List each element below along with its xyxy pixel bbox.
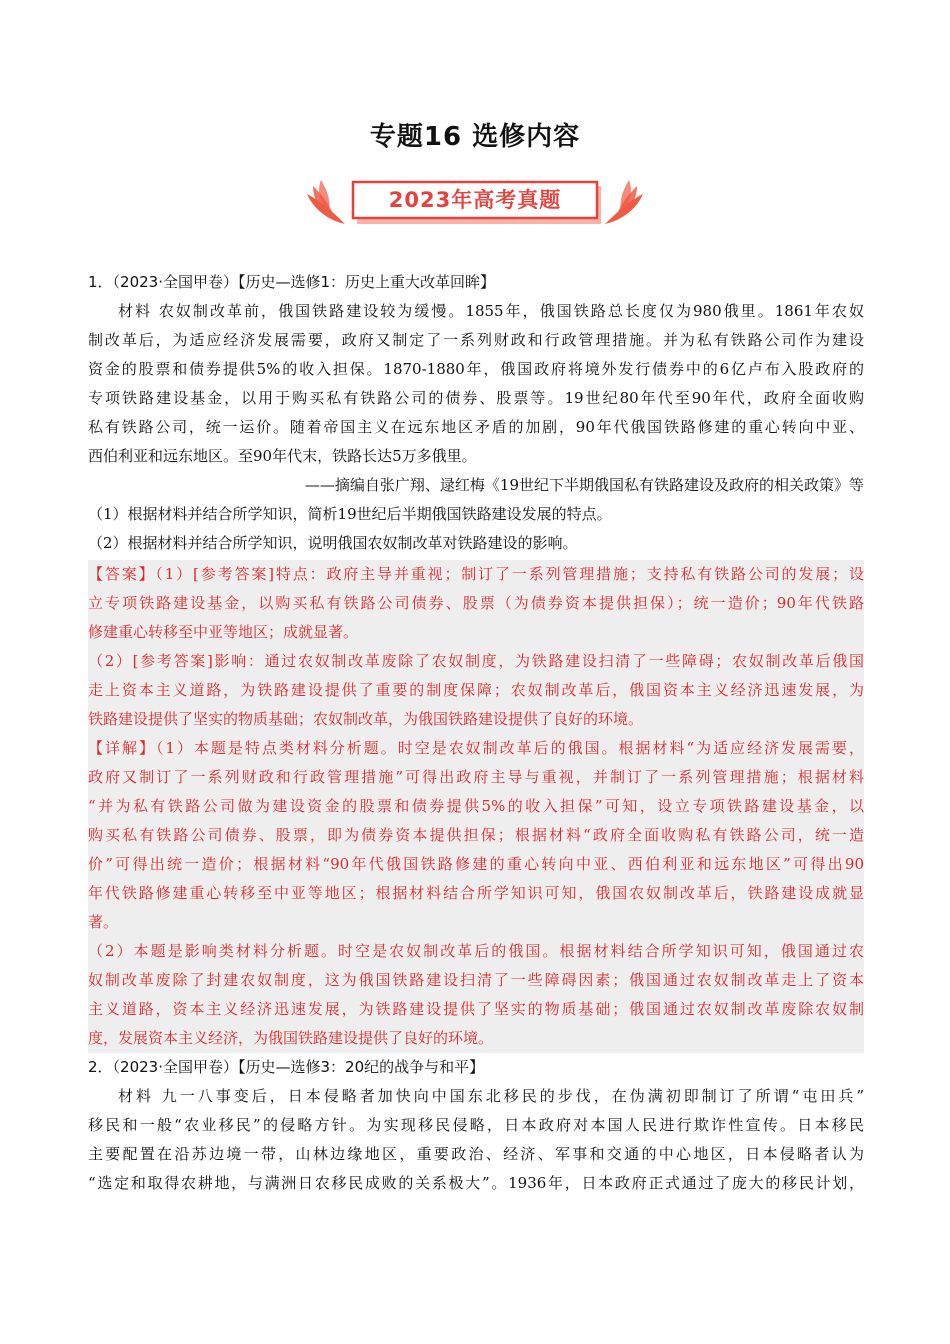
explanation-line: 年代铁路修建重心转移至中亚等地区；根据材料结合所学知识可知，俄国农奴制改革后，铁路建设成就显 bbox=[88, 884, 864, 902]
explanation-line: 【详解】（1）本题是特点类材料分析题。时空是农奴制改革后的俄国。根据材料“为适应经济发展需要， bbox=[88, 739, 864, 757]
explanation-line: 政府又制订了一系列财政和行政管理措施”可得出政府主导与重视，并制订了一系列管理措施；根据材料 bbox=[88, 768, 864, 786]
explanation-line: 购买私有铁路公司债券、股票，即为债券资本提供担保；根据材料“政府全面收购私有铁路公司，统一造 bbox=[88, 826, 864, 844]
document-body bbox=[88, 268, 864, 1198]
q1-source: ——摘编自张广翔、逯红梅《19世纪下半期俄国私有铁路建设及政府的相关政策》等 bbox=[304, 476, 864, 494]
explanation-line: 著。 bbox=[88, 913, 119, 931]
q1-subquestion: （2）根据材料并结合所学知识，说明俄国农奴制改革对铁路建设的影响。 bbox=[88, 534, 578, 552]
answer-line: 立专项铁路建设基金，以购买私有铁路公司债券、股票（为债券资本提供担保）；统一造价；90年代铁路 bbox=[88, 594, 864, 612]
answer-line: 铁路建设提供了坚实的物质基础；农奴制改革，为俄国铁路建设提供了良好的环境。 bbox=[88, 710, 644, 728]
explanation-line: 奴制改革废除了封建农奴制度，这为俄国铁路建设扫清了一些障碍因素；俄国通过农奴制改革走上了资本 bbox=[88, 971, 864, 989]
explanation-line: 价”可得出统一造价；根据材料“90年代俄国铁路修建的重心转向中亚、西伯利亚和远东地区”可得出90 bbox=[88, 855, 864, 873]
q1-material-line: 西伯利亚和远东地区。至90年代末，铁路长达5万多俄里。 bbox=[88, 447, 477, 465]
answer-line: （2）[参考答案]影响：通过农奴制改革废除了农奴制度，为铁路建设扫清了一些障碍；农奴制改革后俄国 bbox=[88, 652, 864, 670]
answer-line: 修建重心转移至中亚等地区；成就显著。 bbox=[88, 623, 359, 641]
page-title: 专题16 选修内容 bbox=[369, 122, 581, 152]
q1-answer-block bbox=[88, 560, 864, 1053]
explanation-line: 度，发展资本主义经济，为俄国铁路建设提供了良好的环境。 bbox=[88, 1029, 494, 1047]
q1-subquestion: （1）根据材料并结合所学知识，简析19世纪后半期俄国铁路建设发展的特点。 bbox=[88, 505, 612, 523]
explanation-line: “并为私有铁路公司做为建设资金的股票和债券提供5%的收入担保”可知，设立专项铁路建设基金，以 bbox=[88, 797, 864, 815]
explanation-line: 主义道路，资本主义经济迅速发展，为铁路建设提供了坚实的物质基础；俄国通过农奴制改革废除农奴制 bbox=[88, 1000, 864, 1018]
q1-material-line: 资金的股票和债券提供5%的收入担保。1870-1880年，俄国政府将境外发行债券中的6亿卢布入股政府的 bbox=[88, 360, 864, 378]
q2-material-line: 移民和一般“农业移民”的侵略方针。为实现移民侵略，日本政府对本国人民进行欺诈性宣传。日本移民 bbox=[88, 1116, 864, 1134]
year-banner bbox=[305, 176, 645, 230]
q2-material-line: 主要配置在沿苏边境一带，山林边缘地区，重要政治、经济、军事和交通的中心地区，日本侵略者认为 bbox=[88, 1145, 864, 1163]
q1-material-line: 制改革后，为适应经济发展需要，政府又制定了一系列财政和行政管理措施。并为私有铁路公司作为建设 bbox=[88, 331, 864, 349]
question-2-header: 2．（2023·全国甲卷）【历史—选修3：20纪的战争与和平】 bbox=[88, 1058, 485, 1076]
q2-material-line: “选定和取得农耕地，与满洲日农移民成败的关系极大”。1936年，日本政府正式通过了庞大的移民计划， bbox=[88, 1174, 864, 1192]
explanation-line: （2）本题是影响类材料分析题。时空是农奴制改革后的俄国。根据材料结合所学知识可知，俄国通过农 bbox=[88, 942, 864, 960]
q1-material-line: 专项铁路建设基金，以用于购买私有铁路公司的债券、股票等。19世纪80年代至90年代，政府全面收购 bbox=[88, 389, 864, 407]
banner-label: 2023年高考真题 bbox=[388, 188, 562, 212]
q1-material-line: 私有铁路公司，统一运价。随着帝国主义在远东地区矛盾的加剧，90年代俄国铁路修建的重心转向中亚、 bbox=[88, 418, 864, 436]
answer-line: 【答案】（1）[参考答案]特点：政府主导并重视；制订了一系列管理措施；支持私有铁路公司的发展；设 bbox=[88, 565, 864, 583]
q1-material-line: 材料 农奴制改革前，俄国铁路建设较为缓慢。1855年，俄国铁路总长度仅为980俄里。1861年农奴 bbox=[118, 302, 864, 320]
answer-line: 走上资本主义道路，为铁路建设提供了重要的制度保障；农奴制改革后，俄国资本主义经济迅速发展，为 bbox=[88, 681, 864, 699]
q2-material-line: 材料 九一八事变后，日本侵略者加快向中国东北移民的步伐，在伪满初即制订了所谓“屯田兵” bbox=[118, 1087, 864, 1105]
question-1-header: 1．（2023·全国甲卷）【历史—选修1：历史上重大改革回眸】 bbox=[88, 273, 496, 291]
